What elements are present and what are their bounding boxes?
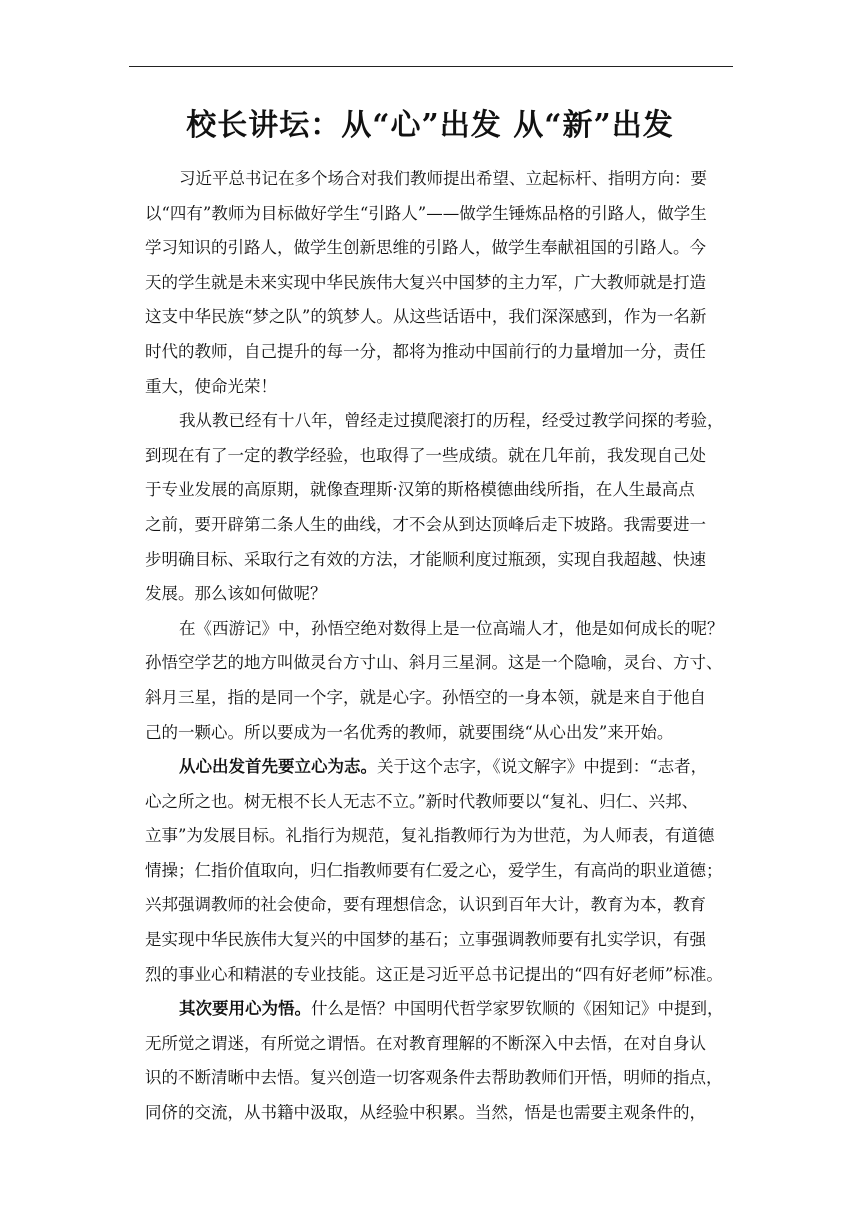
page-title: 校长讲坛：从“心”出发 从“新”出发 — [186, 108, 674, 143]
lead-sentence: 从心出发首先要立心为志。 — [179, 757, 377, 777]
text-line: 我从教已经有十八年，曾经走过摸爬滚打的历程，经受过教学问探的考验， — [179, 411, 724, 431]
article-body — [145, 162, 735, 1131]
text-line: 习近平总书记在多个场合对我们教师提出希望、立起标杆、指明方向：要 — [179, 169, 707, 188]
header-rule — [129, 66, 733, 67]
text-line: 到现在有了一定的教学经验，也取得了一些成绩。就在几年前，我发现自己处 — [145, 445, 706, 465]
text-line: 之前，要开辟第二条人生的曲线，才不会从到达顶峰后走下坡路。我需要进一 — [145, 514, 706, 534]
text-line: 斜月三星，指的是同一个字，就是心字。孙悟空的一身本领，就是来自于他自 — [145, 687, 706, 707]
text-line: 烈的事业心和精湛的专业技能。这正是习近平总书记提出的“四有好老师”标准。 — [145, 964, 723, 984]
text-line: 步明确目标、采取行之有效的方法，才能顺利度过瓶颈，实现自我超越、快速 — [145, 549, 706, 569]
paragraph-lead-line — [145, 750, 735, 785]
text-line: 重大，使命光荣！ — [145, 376, 277, 396]
text-line: 兴邦强调教师的社会使命，要有理想信念，认识到百年大计，教育为本，教育 — [145, 895, 706, 915]
text-line: 时代的教师，自己提升的每一分，都将为推动中国前行的力量增加一分，责任 — [145, 341, 706, 361]
text-line: 这支中华民族“梦之队”的筑梦人。从这些话语中，我们深深感到，作为一名新 — [145, 307, 707, 327]
text-run: 关于这个志字，《说文解字》中提到：“志者， — [377, 757, 708, 777]
text-line: 学习知识的引路人，做学生创新思维的引路人，做学生奉献祖国的引路人。今 — [145, 238, 706, 258]
text-line: 立事”为发展目标。礼指行为规范，复礼指教师行为为世范，为人师表，有道德 — [145, 826, 715, 846]
text-line: 情操；仁指价值取向，归仁指教师要有仁爱之心，爱学生，有高尚的职业道德； — [145, 860, 723, 880]
text-line: 以“四有”教师为目标做好学生“引路人”——做学生锤炼品格的引路人，做学生 — [145, 203, 707, 223]
text-line: 心之所之也。树无根不长人无志不立。”新时代教师要以“复礼、归仁、兴邦、 — [145, 791, 699, 811]
text-line: 是实现中华民族伟大复兴的中国梦的基石；立事强调教师要有扎实学识，有强 — [145, 930, 706, 950]
text-line: 于专业发展的高原期，就像查理斯·汉第的斯格模德曲线所指，在人生最高点 — [145, 480, 695, 500]
paragraph-lead-line — [145, 992, 735, 1027]
text-line: 发展。那么该如何做呢？ — [145, 584, 327, 604]
text-line: 同侪的交流，从书籍中汲取，从经验中积累。当然，悟是也需要主观条件的， — [145, 1103, 706, 1123]
text-line: 孙悟空学艺的地方叫做灵台方寸山、斜月三星洞。这是一个隐喻，灵台、方寸、 — [145, 653, 723, 673]
text-line: 无所觉之谓迷，有所觉之谓悟。在对教育理解的不断深入中去悟，在对自身认 — [145, 1033, 706, 1053]
text-line: 在《西游记》中，孙悟空绝对数得上是一位高端人才，他是如何成长的呢？ — [179, 618, 724, 638]
text-line: 天的学生就是未来实现中华民族伟大复兴中国梦的主力军，广大教师就是打造 — [145, 272, 706, 292]
lead-sentence: 其次要用心为悟。 — [179, 999, 311, 1019]
text-line: 识的不断清晰中去悟。复兴创造一切客观条件去帮助教师们开悟，明师的指点， — [145, 1068, 723, 1088]
text-run: 什么是悟？中国明代哲学家罗钦顺的《困知记》中提到， — [311, 999, 724, 1019]
text-line: 己的一颗心。所以要成为一名优秀的教师，就要围绕“从心出发”来开始。 — [145, 722, 674, 742]
